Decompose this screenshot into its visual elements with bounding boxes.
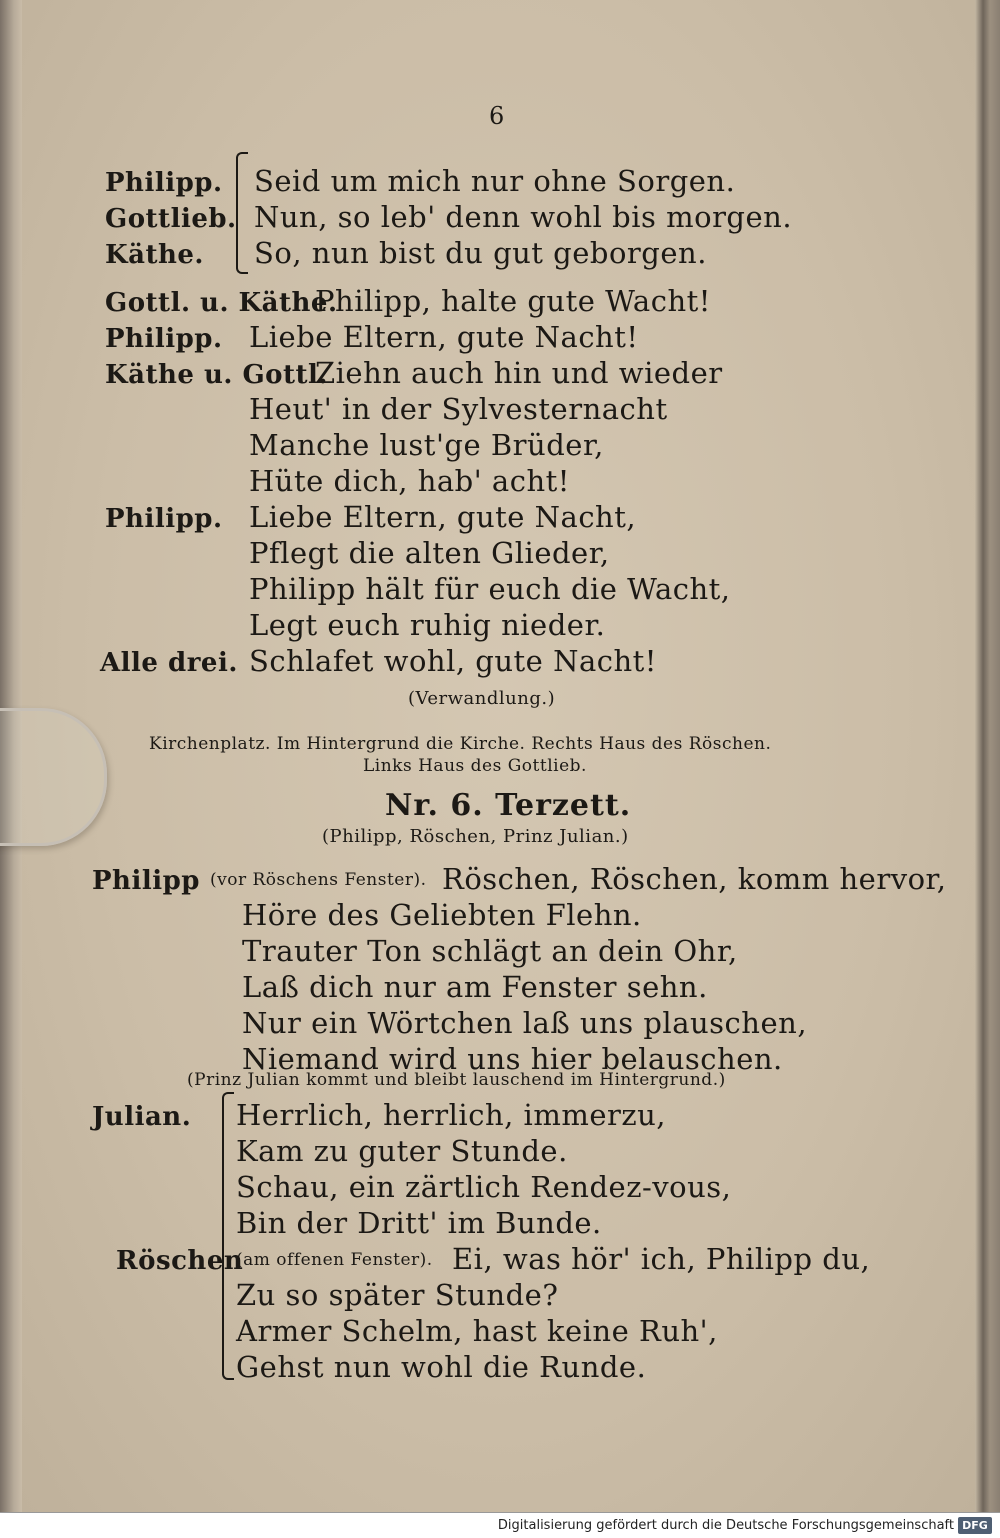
stage-direction: (Prinz Julian kommt und bleibt lauschend im Hintergrund.) (187, 1070, 726, 1090)
verse-line: Armer Schelm, hast keine Ruh', (236, 1314, 718, 1348)
verse-line: Röschen, Röschen, komm hervor, (442, 862, 947, 896)
verse-line: Liebe Eltern, gute Nacht, (249, 500, 637, 534)
speaker-label: Käthe u. Gottl. (105, 360, 328, 390)
stage-direction: (Verwandlung.) (408, 688, 556, 709)
speaker-label: Julian. (92, 1102, 192, 1132)
speaker-label: Philipp. (105, 168, 223, 198)
verse-line: Herrlich, herrlich, immerzu, (236, 1098, 667, 1132)
verse-line: Niemand wird uns hier belauschen. (242, 1042, 783, 1076)
speaker-label: Philipp. (105, 324, 223, 354)
verse-line: Höre des Geliebten Flehn. (242, 898, 642, 932)
verse-line: Heut' in der Sylvesternacht (249, 392, 668, 426)
verse-line: Liebe Eltern, gute Nacht! (249, 320, 639, 354)
book-page (22, 0, 975, 1512)
verse-line: Trauter Ton schlägt an dein Ohr, (242, 934, 738, 968)
verse-line: Nur ein Wörtchen laß uns plauschen, (242, 1006, 808, 1040)
speaker-label: Röschen (116, 1246, 244, 1276)
verse-line: Legt euch ruhig nieder. (249, 608, 606, 642)
verse-line: Ei, was hör' ich, Philipp du, (452, 1242, 871, 1276)
cast-list: (Philipp, Röschen, Prinz Julian.) (322, 826, 629, 847)
verse-line: Hüte dich, hab' acht! (249, 464, 570, 498)
stage-direction: (am offenen Fenster). (236, 1250, 433, 1270)
section-title: Nr. 6. Terzett. (385, 788, 632, 823)
verse-line: Schlafet wohl, gute Nacht! (249, 644, 657, 678)
speaker-label: Philipp. (105, 504, 223, 534)
speaker-label: Käthe. (105, 240, 204, 270)
verse-line: So, nun bist du gut geborgen. (254, 236, 707, 270)
verse-line: Laß dich nur am Fenster sehn. (242, 970, 708, 1004)
scene-description: Kirchenplatz. Im Hintergrund die Kirche. Rechts Haus des Röschen. (149, 734, 772, 754)
verse-line: Manche lust'ge Brüder, (249, 428, 604, 462)
brace-bracket (236, 152, 248, 274)
verse-line: Kam zu guter Stunde. (236, 1134, 568, 1168)
dfg-logo: DFG (958, 1517, 992, 1534)
verse-line: Schau, ein zärtlich Rendez-vous, (236, 1170, 732, 1204)
verse-line: Bin der Dritt' im Bunde. (236, 1206, 602, 1240)
scene-description: Links Haus des Gottlieb. (363, 756, 587, 776)
speaker-label: Gottl. u. Käthe. (105, 288, 338, 318)
paper-clip (0, 708, 107, 846)
verse-line: Seid um mich nur ohne Sorgen. (254, 164, 736, 198)
verse-line: Gehst nun wohl die Runde. (236, 1350, 647, 1384)
verse-line: Ziehn auch hin und wieder (315, 356, 723, 390)
verse-line: Philipp hält für euch die Wacht, (249, 572, 731, 606)
page-number: 6 (489, 102, 505, 130)
brace-bracket (222, 1092, 234, 1380)
funding-credit: Digitalisierung gefördert durch die Deutsche Forschungsgemeinschaft (497, 1518, 954, 1533)
verse-line: Zu so später Stunde? (236, 1278, 559, 1312)
speaker-label: Philipp (92, 866, 200, 896)
verse-line: Philipp, halte gute Wacht! (315, 284, 711, 318)
verse-line: Pflegt die alten Glieder, (249, 536, 610, 570)
footer-bar (0, 1512, 1000, 1538)
speaker-label: Gottlieb. (105, 204, 237, 234)
speaker-label: Alle drei. (100, 648, 238, 678)
stage-direction: (vor Röschens Fenster). (210, 870, 427, 890)
verse-line: Nun, so leb' denn wohl bis morgen. (254, 200, 793, 234)
